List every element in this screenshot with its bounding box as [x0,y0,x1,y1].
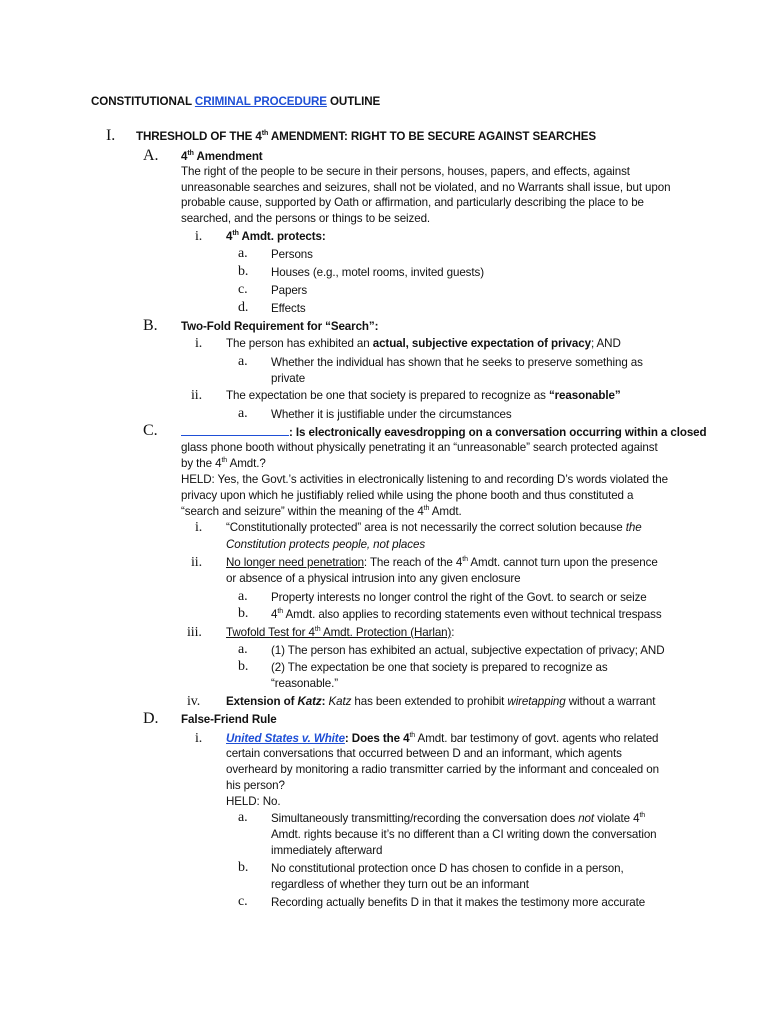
katz-question: glass phone booth without physically penetrating it an “unreasonable” search protected against [181,441,658,454]
marker-a: a. [238,589,248,604]
white-reason-b: No constitutional protection once D has chosen to confide in a person, [271,862,624,875]
protects-heading: 4th Amdt. protects: [226,230,326,243]
katz-point-iii-sub: (2) The expectation be one that society is prepared to recognize as [271,661,608,674]
marker-a: a. [238,642,248,657]
katz-point-ii: or absence of a physical intrusion into any given enclosure [226,572,521,585]
white-held: HELD: No. [226,795,281,808]
katz-question: : Is electronically eavesdropping on a conversation occurring within a closed [181,424,707,440]
requirement-2-sub: Whether it is justifiable under the circumstances [271,408,512,421]
marker-a: a. [238,406,248,421]
marker-d: d. [238,300,249,315]
marker-a: a. [238,810,248,825]
white-question: certain conversations that occurred between D and an informant, which agents [226,747,622,760]
white-reason-c: Recording actually benefits D in that it makes the testimony more accurate [271,896,646,909]
marker-a: a. [238,246,248,261]
katz-point-iv: Extension of Katz: Katz has been extended to prohibit wiretapping without a warrant [226,695,656,708]
white-reason-a: Simultaneously transmitting/recording the conversation does not violate 4th [271,812,646,825]
katz-point-iii: Twofold Test for 4th Amdt. Protection (Harlan): [226,626,455,639]
marker-b: b. [238,860,249,875]
marker-c: c. [238,894,248,909]
list-item: Persons [271,248,313,261]
section-D-heading: False-Friend Rule [181,713,277,726]
katz-held: HELD: Yes, the Govt.’s activities in electronically listening to and recording D’s words violated the [181,473,668,486]
marker-I: I. [106,127,116,144]
united-states-v-white-link[interactable]: United States v. White [226,732,345,745]
section-I-heading: THRESHOLD OF THE 4th AMENDMENT: RIGHT TO BE SECURE AGAINST SEARCHES [136,130,597,143]
white-question: overheard by monitoring a radio transmitter carried by the informant and concealed on [226,763,659,776]
marker-b: b. [238,264,249,279]
marker-ii: ii. [191,388,202,403]
white-reason-b: regardless of whether they turn out be an informant [271,878,529,891]
katz-point-ii-sub: 4th Amdt. also applies to recording statements even without technical trespass [271,608,662,621]
marker-B: B. [143,317,158,334]
katz-held: privacy upon which he justifiably relied while using the phone booth and thus constituted a [181,489,634,502]
marker-i: i. [195,229,203,244]
requirement-1: The person has exhibited an actual, subjective expectation of privacy; AND [226,337,621,350]
marker-b: b. [238,606,249,621]
list-item: Papers [271,284,308,297]
document-title: CONSTITUTIONAL CRIMINAL PROCEDURE OUTLINE [91,95,381,108]
katz-held: “search and seizure” within the meaning of the 4th Amdt. [181,505,462,518]
katz-point-i: Constitution protects people, not places [226,538,426,551]
marker-A: A. [143,147,159,164]
list-item: Houses (e.g., motel rooms, invited guests) [271,266,484,279]
marker-i: i. [195,520,203,535]
marker-C: C. [143,422,158,439]
requirement-2: The expectation be one that society is prepared to recognize as “reasonable” [226,389,621,402]
amendment-text-line: probable cause, supported by Oath or affirmation, and particularly describing the place to be [181,196,644,209]
amendment-text-line: The right of the people to be secure in their persons, houses, papers, and effects, against [181,165,630,178]
marker-iii: iii. [187,625,202,640]
amendment-text-line: unreasonable searches and seizures, shall not be violated, and no Warrants shall issue, but upon [181,181,671,194]
katz-point-ii-sub: Property interests no longer control the right of the Govt. to search or seize [271,591,647,604]
katz-point-i: “Constitutionally protected” area is not necessarily the correct solution because the [226,521,642,534]
white-reason-a: Amdt. rights because it’s no different than a CI writing down the conversation [271,828,657,841]
marker-i: i. [195,336,203,351]
requirement-1-sub: private [271,372,306,385]
section-A-heading: 4th Amendment [181,150,263,163]
marker-i: i. [195,731,203,746]
marker-a: a. [238,354,248,369]
marker-iv: iv. [187,694,201,709]
katz-question: by the 4th Amdt.? [181,457,266,470]
amendment-text-line: searched, and the persons or things to be seized. [181,212,431,225]
requirement-1-sub: Whether the individual has shown that he seeks to preserve something as [271,356,643,369]
case-name-blank-link[interactable] [181,424,289,436]
criminal-procedure-link[interactable]: CRIMINAL PROCEDURE [194,95,327,108]
marker-ii: ii. [191,555,202,570]
katz-point-iii-sub: “reasonable.” [271,677,339,690]
marker-c: c. [238,282,248,297]
katz-point-iii-sub: (1) The person has exhibited an actual, subjective expectation of privacy; AND [271,644,665,657]
marker-b: b. [238,659,249,674]
list-item: Effects [271,302,306,315]
marker-D: D. [143,710,159,727]
section-B-heading: Two-Fold Requirement for “Search”: [181,320,379,333]
katz-point-ii: No longer need penetration: The reach of the 4th Amdt. cannot turn upon the presence [226,556,658,569]
white-question: his person? [226,779,285,792]
white-question: United States v. White: Does the 4th Amdt. bar testimony of govt. agents who related [226,732,659,745]
white-reason-a: immediately afterward [271,844,383,857]
